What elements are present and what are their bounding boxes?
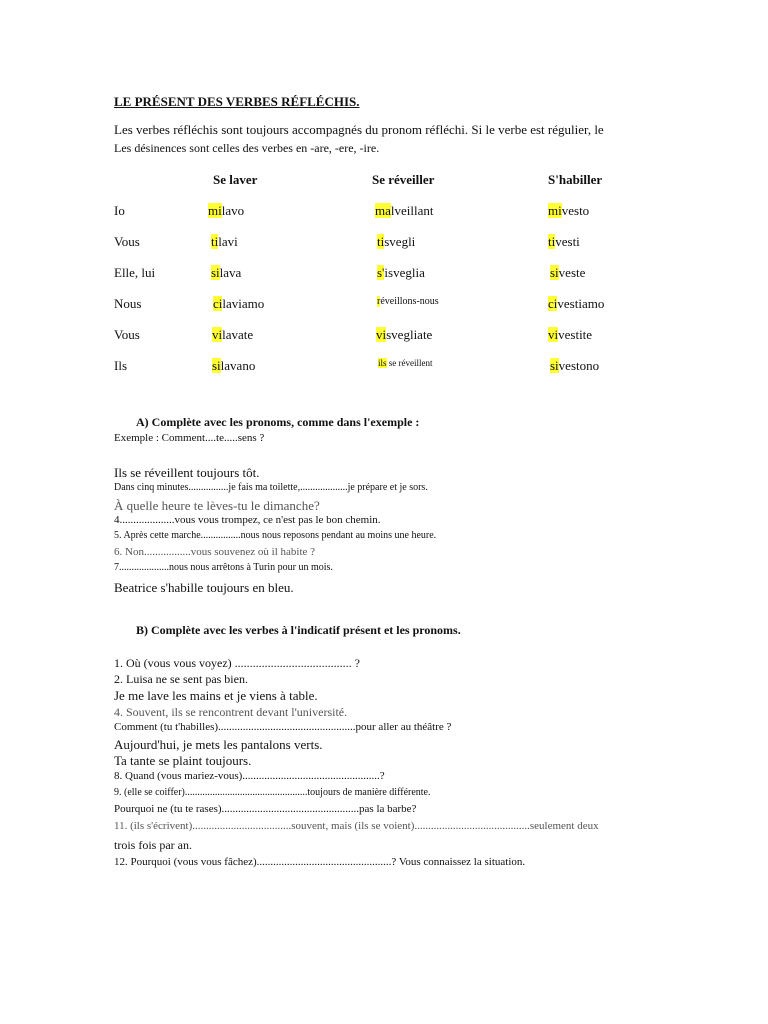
conjugation-cell: tisvegli	[377, 234, 416, 249]
pronoun-nous: Nous	[114, 296, 142, 311]
exercise-b-item: 11. (ils s'écrivent)....................................souvent, mais (ils se voient)..........................................seulement deux	[114, 820, 599, 832]
conjugation-cell: siveste	[550, 265, 586, 280]
intro-line-2: Les désinences sont celles des verbes en -are, -ere, -ire.	[114, 141, 380, 155]
header-se-laver: Se laver	[213, 172, 258, 187]
exercise-b-item: 9. (elle se coiffer).................................................toujours de manière différente.	[114, 787, 431, 798]
reflexive-pronoun-highlight: si	[212, 358, 221, 373]
conjugation-cell: tivesti	[548, 234, 580, 249]
conjugation-cell: s'isveglia	[377, 265, 425, 280]
exercise-a-item: Dans cinq minutes................je fais ma toilette,...................je prépare et je sors.	[114, 482, 428, 493]
header-se-reveiller: Se réveiller	[372, 172, 435, 187]
reflexive-pronoun-highlight: vi	[548, 327, 559, 342]
conjugation-cell: tilavi	[211, 234, 238, 249]
reflexive-pronoun-highlight: si	[550, 265, 559, 280]
conjugation-cell: sivestono	[550, 358, 600, 373]
pronoun-vous-plural: Vous	[114, 327, 140, 342]
exercise-b-item: Ta tante se plaint toujours.	[114, 753, 252, 768]
exercise-b-item: trois fois par an.	[114, 838, 192, 852]
reflexive-pronoun-highlight: mi	[208, 203, 222, 218]
exercise-b-item: Pourquoi ne (tu te rases)..................................................pas la barbe?	[114, 803, 417, 815]
reflexive-pronoun-highlight: ti	[548, 234, 556, 249]
intro-line-1: Les verbes réfléchis sont toujours accompagnés du pronom réfléchi. Si le verbe est régulier, le	[114, 122, 604, 137]
reflexive-pronoun-highlight: si	[211, 265, 220, 280]
section-b-heading: B) Complète avec les verbes à l'indicatif présent et les pronoms.	[136, 623, 461, 637]
reflexive-pronoun-highlight: ti	[377, 234, 385, 249]
pronoun-elle-lui: Elle, lui	[114, 265, 156, 280]
conjugation-cell: vivestite	[548, 327, 593, 342]
section-a-example: Exemple : Comment....te.....sens ?	[114, 432, 265, 444]
exercise-a-item: Ils se réveillent toujours tôt.	[114, 465, 260, 480]
reflexive-pronoun-highlight: ma	[375, 203, 391, 218]
exercise-b-item: 4. Souvent, ils se rencontrent devant l'université.	[114, 705, 348, 719]
exercise-a-item: Beatrice s'habille toujours en bleu.	[114, 580, 294, 595]
exercise-b-item: 1. Où (vous vous voyez) ....................................... ?	[114, 656, 360, 670]
conjugation-cell: visvegliate	[376, 327, 433, 342]
pronoun-vous: Vous	[114, 234, 140, 249]
section-a-heading: A) Complète avec les pronoms, comme dans l'exemple :	[136, 415, 420, 429]
exercise-a-item: À quelle heure te lèves-tu le dimanche?	[114, 498, 320, 513]
exercise-a-item: 5. Après cette marche................nous nous reposons pendant au moins une heure.	[114, 530, 437, 541]
exercise-b-item: Comment (tu t'habilles)..................................................pour aller au théâtre ?	[114, 721, 452, 733]
reflexive-pronoun-highlight: si	[550, 358, 559, 373]
conjugation-cell: civestiamo	[548, 296, 605, 311]
reflexive-pronoun-highlight: s'	[377, 265, 385, 280]
exercise-a-item: 4....................vous vous trompez, ce n'est pas le bon chemin.	[114, 514, 381, 526]
exercise-a-item: 7....................nous nous arrêtons à Turin pour un mois.	[114, 562, 333, 573]
exercise-a-item: 6. Non.................vous souvenez où il habite ?	[114, 546, 316, 558]
conjugation-cell: vilavate	[212, 327, 254, 342]
reflexive-pronoun-highlight: ils	[378, 358, 387, 368]
pronoun-ils: Ils	[114, 358, 127, 373]
reflexive-pronoun-highlight: mi	[548, 203, 562, 218]
exercise-b-item: 12. Pourquoi (vous vous fâchez).................................................? Vous connaissez la situation.	[114, 856, 526, 868]
conjugation-cell: réveillons-nous	[377, 296, 439, 307]
pronoun-io: Io	[114, 203, 125, 218]
exercise-b-item: Je me lave les mains et je viens à table.	[114, 688, 318, 703]
conjugation-cell: milavo	[208, 203, 245, 218]
exercise-b-item: Aujourd'hui, je mets les pantalons verts.	[114, 737, 323, 752]
conjugation-cell: silava	[211, 265, 242, 280]
reflexive-pronoun-highlight: vi	[376, 327, 387, 342]
reflexive-pronoun-highlight: r	[377, 296, 381, 307]
page-title: LE PRÉSENT DES VERBES RÉFLÉCHIS.	[114, 94, 360, 109]
conjugation-cell: ils se réveillent	[378, 358, 433, 368]
conjugation-cell: mivesto	[548, 203, 590, 218]
reflexive-pronoun-highlight: vi	[212, 327, 223, 342]
conjugation-cell: cilaviamo	[213, 296, 265, 311]
exercise-b-item: 2. Luisa ne se sent pas bien.	[114, 672, 248, 686]
exercise-b-item: 8. Quand (vous mariez-vous)..................................................?	[114, 770, 385, 782]
header-s-habiller: S'habiller	[548, 172, 603, 187]
reflexive-pronoun-highlight: ci	[213, 296, 223, 311]
conjugation-cell: malveillant	[375, 203, 434, 218]
conjugation-cell: silavano	[212, 358, 256, 373]
reflexive-pronoun-highlight: ti	[211, 234, 219, 249]
reflexive-pronoun-highlight: ci	[548, 296, 558, 311]
